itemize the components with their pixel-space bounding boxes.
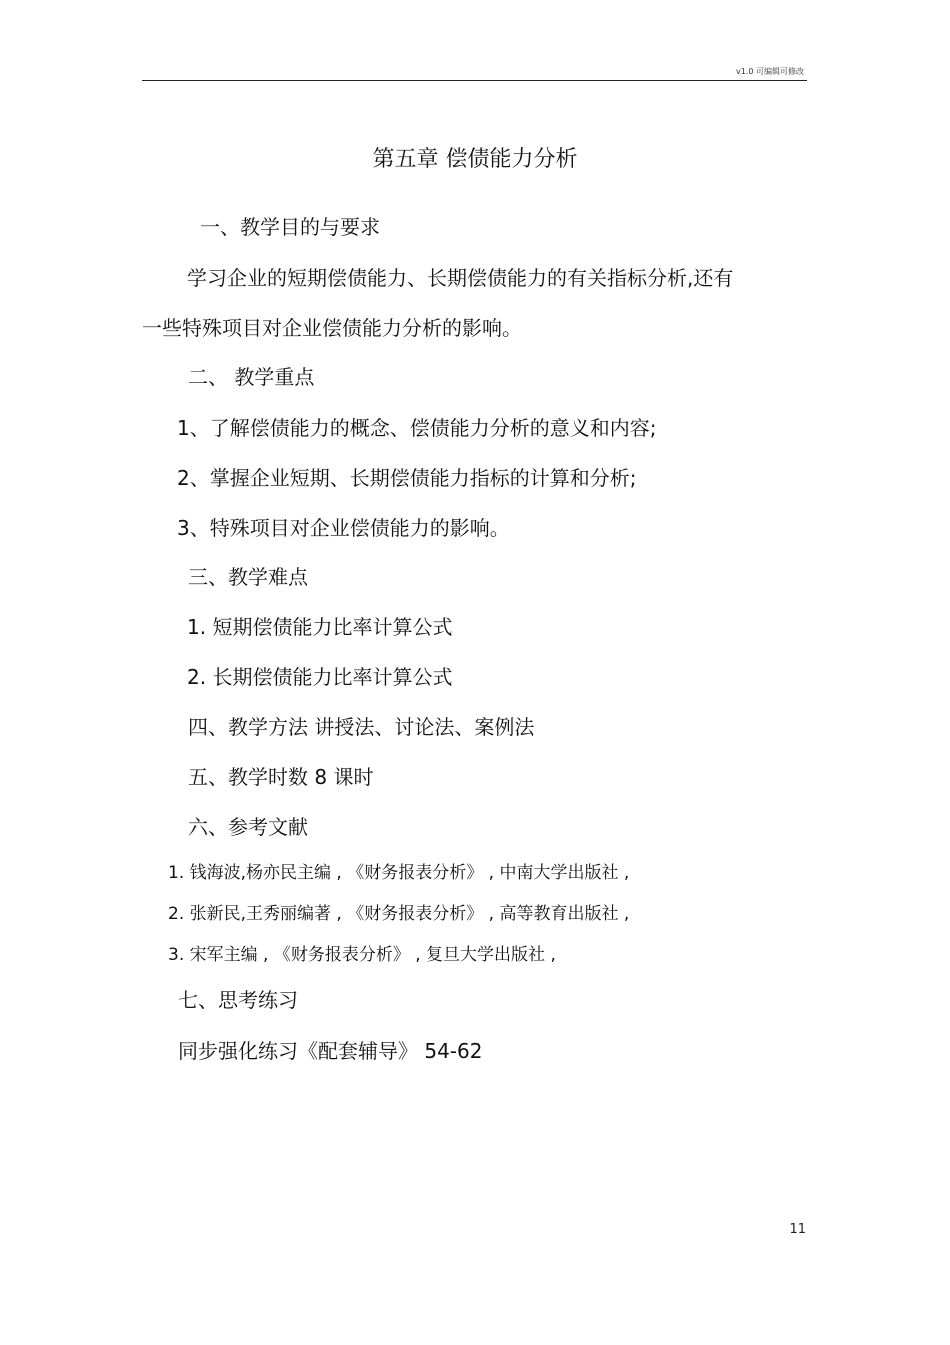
key-point-item: 1、了解偿债能力的概念、偿债能力分析的意义和内容; <box>177 416 657 440</box>
version-label: v1.0 可编辑可修改 <box>736 67 804 76</box>
section-heading-objectives: 一、教学目的与要求 <box>200 215 380 239</box>
objectives-paragraph-line-2: 一些特殊项目对企业偿债能力分析的影响。 <box>142 316 522 340</box>
document-title: 第五章 偿债能力分析 <box>372 147 578 172</box>
section-heading-difficulties: 三、教学难点 <box>188 565 308 589</box>
page-number: 11 <box>789 1222 806 1237</box>
header-divider <box>142 80 807 81</box>
section-heading-key-points: 二、 教学重点 <box>188 365 315 389</box>
key-point-item: 3、特殊项目对企业偿债能力的影响。 <box>177 516 510 540</box>
section-teaching-hours: 五、教学时数 8 课时 <box>188 765 374 789</box>
difficulty-item: 2. 长期偿债能力比率计算公式 <box>187 665 453 689</box>
section-teaching-methods: 四、教学方法 讲授法、讨论法、案例法 <box>188 715 535 739</box>
section-heading-references: 六、参考文献 <box>188 815 308 839</box>
key-point-item: 2、掌握企业短期、长期偿债能力指标的计算和分析; <box>177 466 637 490</box>
reference-item: 3. 宋军主编 , 《财务报表分析》 , 复旦大学出版社 , <box>168 945 556 965</box>
section-heading-exercises: 七、思考练习 <box>178 988 298 1012</box>
reference-item: 2. 张新民,王秀丽编著 , 《财务报表分析》 , 高等教育出版社 , <box>168 904 630 924</box>
objectives-paragraph-line-1: 学习企业的短期偿债能力、长期偿债能力的有关指标分析,还有 <box>187 266 734 290</box>
reference-item: 1. 钱海波,杨亦民主编 , 《财务报表分析》 , 中南大学出版社 , <box>168 863 630 883</box>
exercises-text: 同步强化练习《配套辅导》 54-62 <box>178 1039 483 1063</box>
difficulty-item: 1. 短期偿债能力比率计算公式 <box>187 615 453 639</box>
